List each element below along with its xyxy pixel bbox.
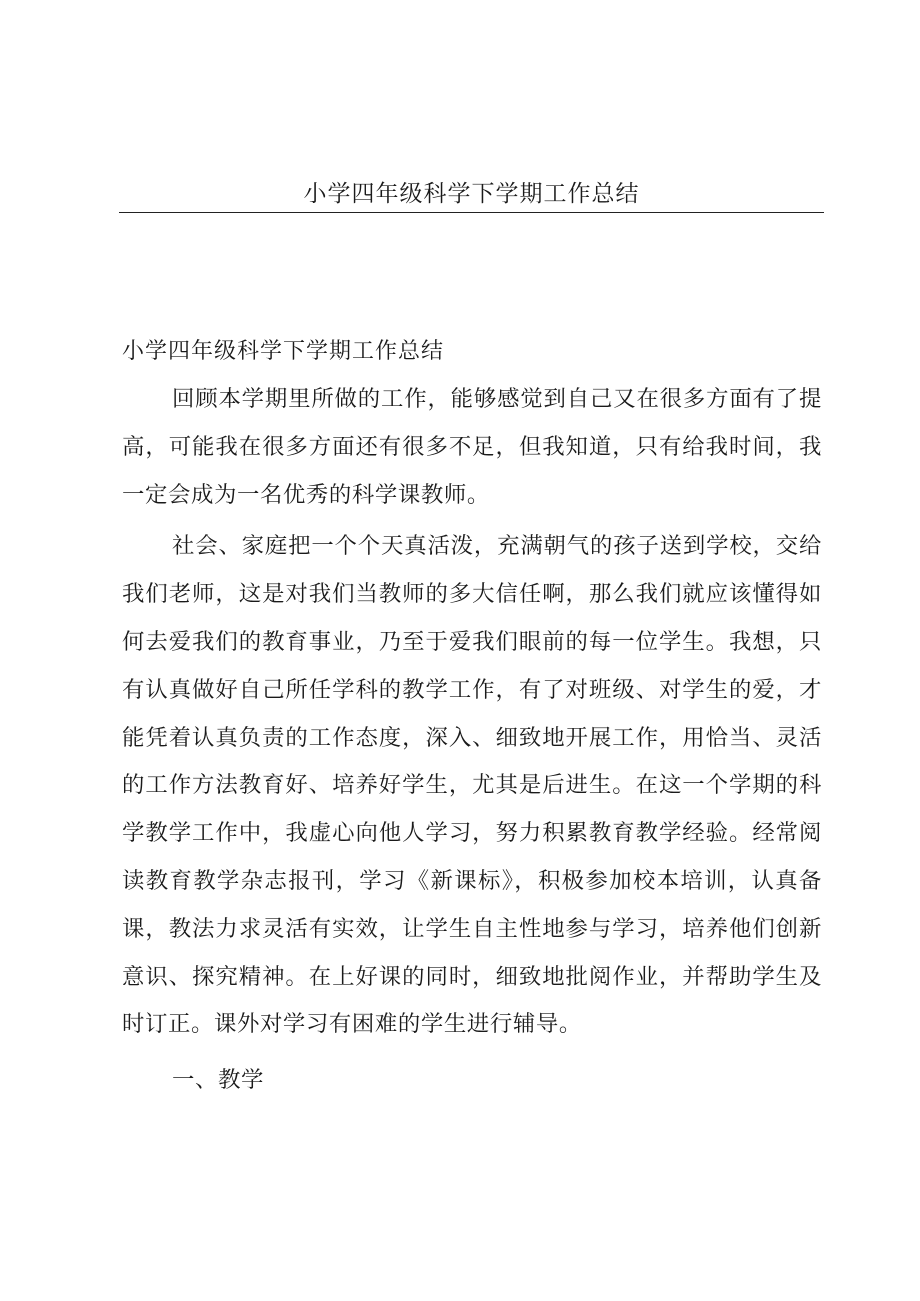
paragraph-teaching-work: 社会、家庭把一个个天真活泼，充满朝气的孩子送到学校，交给我们老师，这是对我们当教师的多大信任啊，那么我们就应该懂得如何去爱我们的教育事业，乃至于爱我们眼前的每一位学生。我想，只有认真做好自己所任学科的教学工作，有了对班级、对学生的爱，才能凭着认真负责的工作态度，深入、细致地开展工作，用恰当、灵活的工作方法教育好、培养好学生，尤其是后进生。在这一个学期的科学教学工作中，我虚心向他人学习，努力积累教育教学经验。经常阅读教育教学杂志报刊，学习《新课标》，积极参加校本培训，认真备课，教法力求灵活有实效，让学生自主性地参与学习，培养他们创新意识、探究精神。在上好课的同时，细致地批阅作业，并帮助学生及时订正。课外对学习有困难的学生进行辅导。 <box>122 533 822 1038</box>
document-subtitle: 小学四年级科学下学期工作总结 <box>122 339 445 364</box>
header-title: 小学四年级科学下学期工作总结 <box>303 181 640 207</box>
paragraph-review: 回顾本学期里所做的工作，能够感觉到自己又在很多方面有了提高，可能我在很多方面还有很多不足，但我知道，只有给我时间，我一定会成为一名优秀的科学课教师。 <box>122 386 822 508</box>
document-body <box>122 332 822 1103</box>
document-header <box>119 176 824 213</box>
section-heading-teaching: 一、教学 <box>172 1067 264 1094</box>
